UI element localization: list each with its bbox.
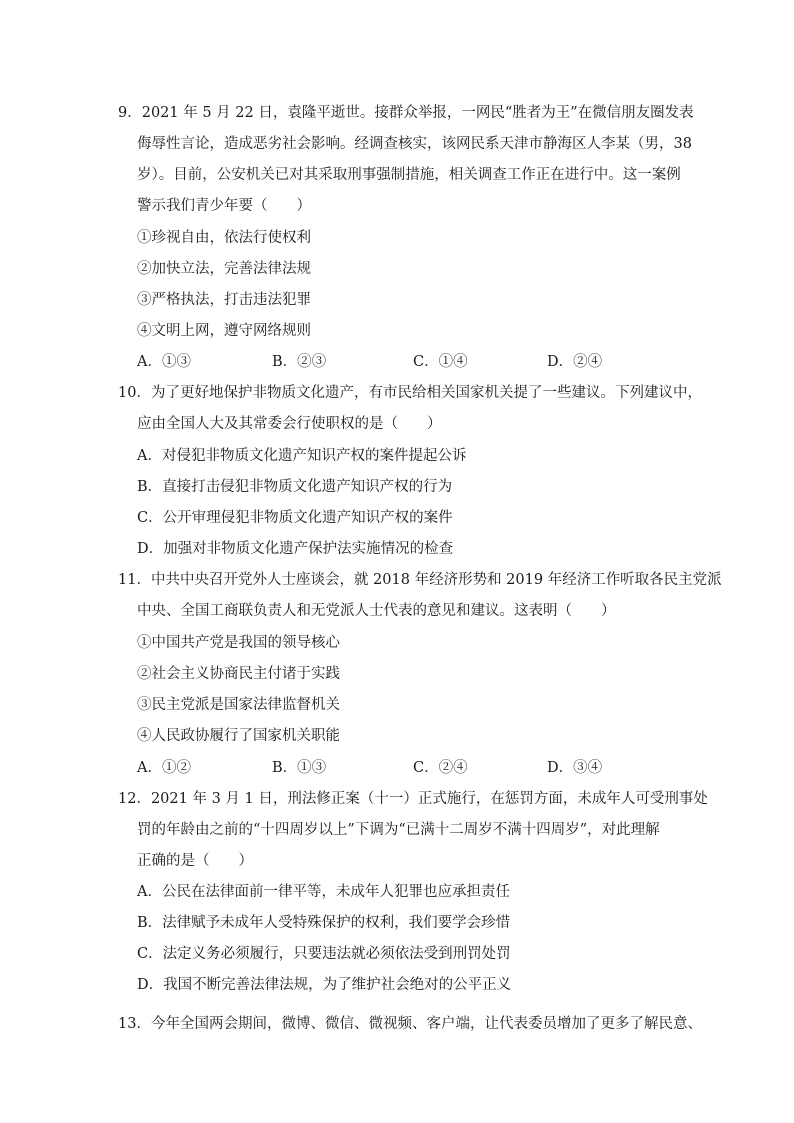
question-9-choice-c: C．①④ xyxy=(413,354,468,370)
question-9-line-1: 9．2021 年 5 月 22 日，袁隆平逝世。接群众举报，一网民“胜者为王”在微信朋友圈发表 xyxy=(118,105,694,121)
question-10-option-a: A．对侵犯非物质文化遗产知识产权的案件提起公诉 xyxy=(137,448,467,464)
question-9-choice-d: D．②④ xyxy=(547,354,603,370)
question-11-item-2: ②社会主义协商民主付诸于实践 xyxy=(137,666,340,682)
question-11-choice-b: B．①③ xyxy=(272,760,327,776)
question-12-option-a: A．公民在法律面前一律平等，未成年人犯罪也应承担责任 xyxy=(137,884,510,900)
question-9-line-4: 警示我们青少年要（ ） xyxy=(137,198,311,214)
question-9-item-2: ②加快立法，完善法律法规 xyxy=(137,261,311,277)
question-11-choice-c: C．②④ xyxy=(413,760,468,776)
question-11-line-1: 11．中共中央召开党外人士座谈会，就 2018 年经济形势和 2019 年经济工作听取各民主党派 xyxy=(118,572,722,588)
question-12-option-d: D．我国不断完善法律法规，为了维护社会绝对的公平正义 xyxy=(137,977,512,993)
question-13-line-1: 13．今年全国两会期间，微博、微信、微视频、客户端，让代表委员增加了更多了解民意、 xyxy=(118,1016,702,1032)
question-10-line-1: 10．为了更好地保护非物质文化遗产，有市民给相关国家机关提了一些建议。下列建议中， xyxy=(118,385,702,401)
question-9-choice-a: A．①③ xyxy=(137,354,191,370)
question-10-option-b: B．直接打击侵犯非物质文化遗产知识产权的行为 xyxy=(137,479,453,495)
question-11-line-2: 中央、全国工商联负责人和无党派人士代表的意见和建议。这表明（ ） xyxy=(137,603,616,619)
question-10-option-d: D．加强对非物质文化遗产保护法实施情况的检查 xyxy=(137,541,454,557)
question-12-option-b: B．法律赋予未成年人受特殊保护的权利，我们要学会珍惜 xyxy=(137,915,511,931)
question-11-item-3: ③民主党派是国家法律监督机关 xyxy=(137,697,340,713)
question-9-choice-b: B．②③ xyxy=(272,354,327,370)
question-11-choice-a: A．①② xyxy=(137,760,191,776)
question-12-line-3: 正确的是（ ） xyxy=(137,853,253,869)
question-11-item-1: ①中国共产党是我国的领导核心 xyxy=(137,635,340,651)
question-12-line-1: 12．2021 年 3 月 1 日，刑法修正案（十一）正式施行，在惩罚方面，未成年人可受刑事处 xyxy=(118,791,708,807)
question-11-item-4: ④人民政协履行了国家机关职能 xyxy=(137,728,340,744)
question-12-line-2: 罚的年龄由之前的“十四周岁以上”下调为“已满十二周岁不满十四周岁”，对此理解 xyxy=(137,822,660,838)
question-9-line-3: 岁）。目前，公安机关已对其采取刑事强制措施，相关调查工作正在进行中。这一案例 xyxy=(137,167,681,183)
question-11-choice-d: D．③④ xyxy=(547,760,603,776)
question-10-option-c: C．公开审理侵犯非物质文化遗产知识产权的案件 xyxy=(137,510,453,526)
question-9-item-1: ①珍视自由，依法行使权利 xyxy=(137,230,311,246)
question-9-item-4: ④文明上网，遵守网络规则 xyxy=(137,323,311,339)
question-9-item-3: ③严格执法，打击违法犯罪 xyxy=(137,292,311,308)
question-12-option-c: C．法定义务必须履行，只要违法就必须依法受到刑罚处罚 xyxy=(137,946,511,962)
question-10-line-2: 应由全国人大及其常委会行使职权的是（ ） xyxy=(137,416,442,432)
question-9-line-2: 侮辱性言论，造成恶劣社会影响。经调查核实，该网民系天津市静海区人李某（男，38 xyxy=(137,136,692,152)
